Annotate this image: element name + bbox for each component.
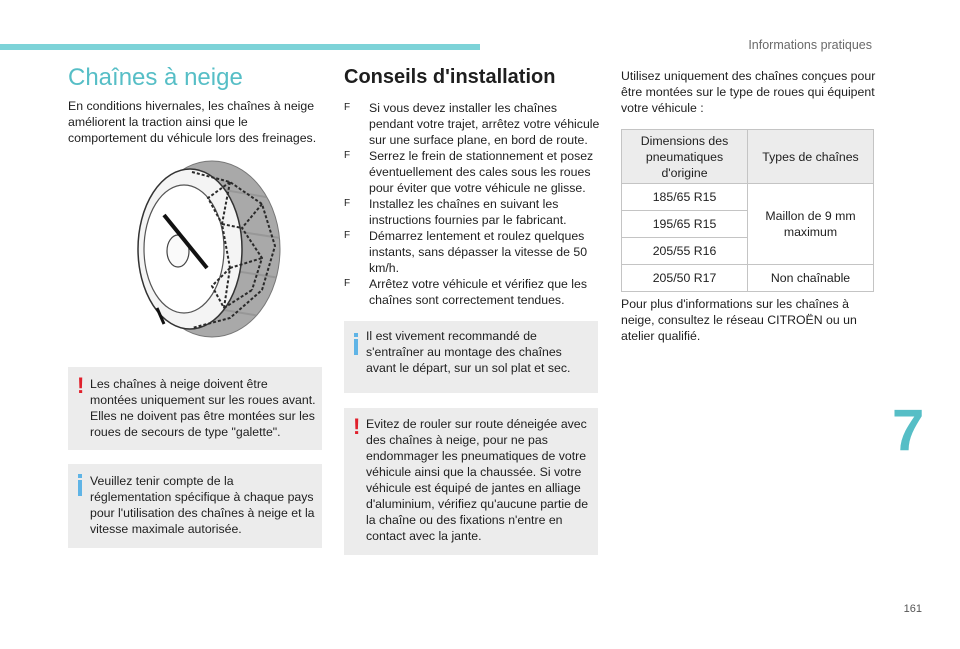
installation-steps xyxy=(344,100,600,308)
tyre-size-cell: 185/65 R15 xyxy=(622,184,748,211)
page-title: Chaînes à neige xyxy=(68,64,243,91)
list-item: F Démarrez lentement et roulez quelques instants, sans dépasser la vitesse de 50 km/h. xyxy=(344,229,588,275)
column-header-dimensions: Dimensions des pneumatiques d'origine xyxy=(622,130,748,184)
tyre-size-cell: 205/55 R16 xyxy=(622,238,748,265)
info-box-practice xyxy=(344,321,598,393)
tyre-chain-table xyxy=(621,129,874,292)
page-number: 161 xyxy=(903,603,922,615)
table-header-row xyxy=(622,130,874,184)
info-text: Il est vivement recommandé de s'entraîner au montage des chaînes avant le départ, sur un sol plat et sec. xyxy=(366,329,571,375)
chapter-number: 7 xyxy=(892,398,925,463)
list-item: F Si vous devez installer les chaînes pendant votre trajet, arrêtez votre véhicule sur une surface plane, en bord de route. xyxy=(344,101,600,147)
snow-chain-wheel-illustration xyxy=(112,158,284,340)
warning-box-snow-free-road xyxy=(344,408,598,555)
info-icon xyxy=(354,333,358,355)
table-row xyxy=(622,265,874,292)
warning-box-mounting xyxy=(68,367,322,450)
list-item: F Installez les chaînes en suivant les instructions fournies par le fabricant. xyxy=(344,197,567,227)
tyre-size-cell: 195/65 R15 xyxy=(622,211,748,238)
intro-paragraph: En conditions hivernales, les chaînes à neige améliorent la traction ainsi que le comportement du véhicule lors des freinages. xyxy=(68,99,317,145)
info-icon xyxy=(78,474,82,496)
column-header-chain-types: Types de chaînes xyxy=(748,130,874,184)
info-box-regulation xyxy=(68,464,322,548)
warning-text: Les chaînes à neige doivent être montées uniquement sur les roues avant. Elles ne doivent pas être montées sur les roues de secours de type "galette". xyxy=(90,377,316,439)
checkbox-bullet-icon: F xyxy=(344,102,351,113)
tyre-size-cell: 205/50 R17 xyxy=(622,265,748,292)
installation-title: Conseils d'installation xyxy=(344,66,556,88)
warning-icon: ! xyxy=(77,373,85,398)
checkbox-bullet-icon: F xyxy=(344,278,351,289)
checkbox-bullet-icon: F xyxy=(344,150,351,161)
info-text: Veuillez tenir compte de la réglementation spécifique à chaque pays pour l'utilisation des chaînes à neige et la vitesse maximale autorisée. xyxy=(90,474,315,536)
list-item: F Arrêtez votre véhicule et vérifiez que les chaînes sont correctement tendues. xyxy=(344,277,588,307)
chain-usage-intro: Utilisez uniquement des chaînes conçues pour être montées sur le type de roues qui équipent votre véhicule : xyxy=(621,69,876,115)
list-item: F Serrez le frein de stationnement et posez éventuellement des cales sous les roues pour éviter que votre véhicule ne glisse. xyxy=(344,149,594,195)
checkbox-bullet-icon: F xyxy=(344,198,351,209)
section-label: Informations pratiques xyxy=(748,38,872,52)
chain-type-cell: Non chaînable xyxy=(748,265,874,292)
chain-type-cell: Maillon de 9 mm maximum xyxy=(748,184,874,265)
warning-icon: ! xyxy=(353,414,361,439)
warning-text: Evitez de rouler sur route déneigée avec des chaînes à neige, pour ne pas endommager les pneumatiques de votre véhicule ainsi que la chaussée. Si votre véhicule est équipé de jantes en alliage d'aluminium, vérifiez qu'aucune partie de la chaîne ou des fixations n'entre en contact avec la jante. xyxy=(366,417,589,543)
checkbox-bullet-icon: F xyxy=(344,230,351,241)
table-row xyxy=(622,184,874,211)
header-accent-bar xyxy=(0,44,480,50)
more-info-paragraph: Pour plus d'informations sur les chaînes à neige, consultez le réseau CITROËN ou un atelier qualifié. xyxy=(621,297,857,343)
